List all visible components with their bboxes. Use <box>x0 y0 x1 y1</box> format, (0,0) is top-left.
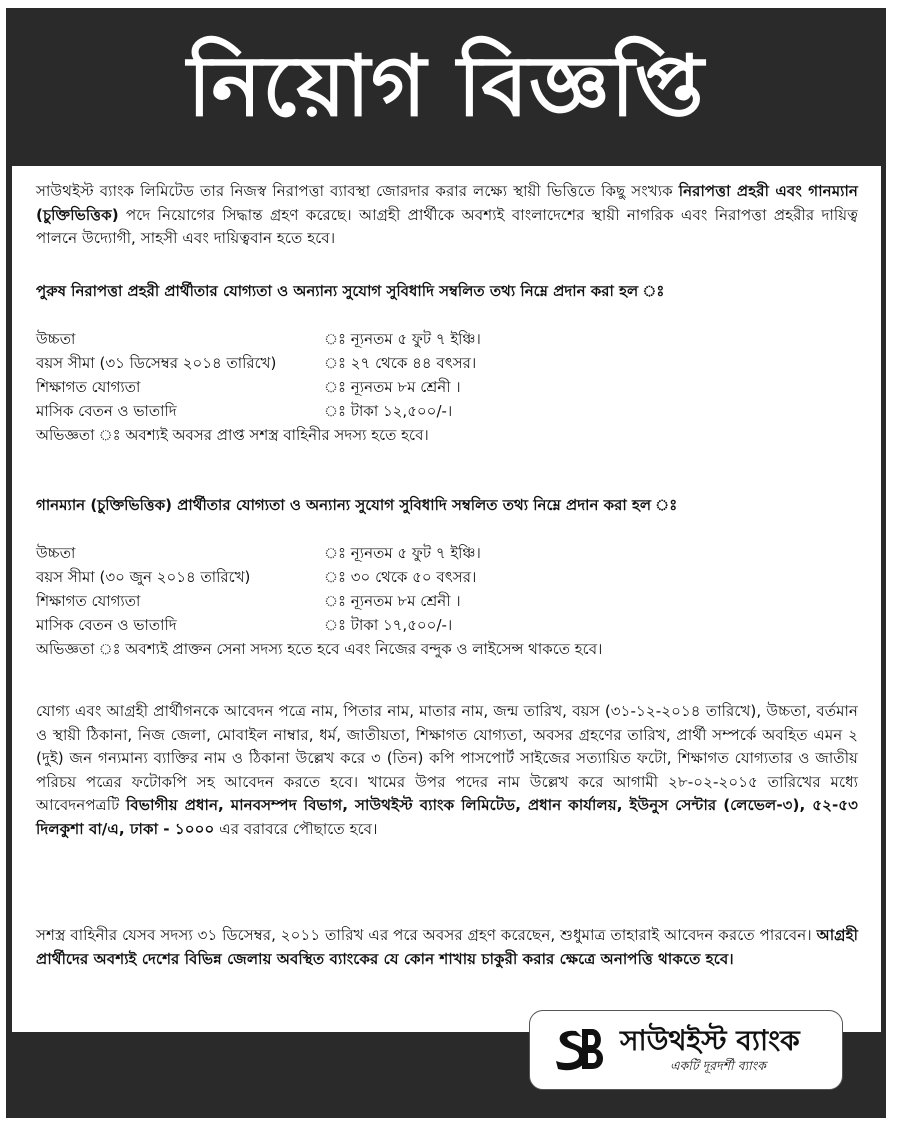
guard-row-education <box>36 376 836 398</box>
row-label: উচ্চতা <box>36 544 76 562</box>
gunman-row-age <box>36 566 836 588</box>
gunman-section-heading: গানম্যান (চুক্তিভিত্তিক) প্রার্থীতার যোগ্যতা ও অন্যান্য সুযোগ সুবিধাদি সম্বলিত তথ্য নিম্নে প্রদান করা হল ঃ <box>36 496 678 514</box>
application-text-2: এর বরাবরে পৌছাতে হবে। <box>214 819 378 838</box>
intro-text-2: পদে নিয়োগের সিদ্ধান্ত গ্রহণ করেছে। আগ্রহী প্রার্থীকে অবশ্যই বাংলাদেশের স্থায়ী নাগরিক এবং নিরাপত্তা প্রহরীর দায়িত্ব পালনে উদ্যোগী, সাহসী এবং দায়িত্ববান হতে হবে। <box>36 205 858 248</box>
row-label: বয়স সীমা (৩০ জুন ২০১৪ তারিখে) <box>36 568 251 586</box>
notice-title: নিয়োগ বিজ্ঞপ্তি <box>187 36 705 135</box>
row-value: ঃ ন্যূনতম ৫ ফুট ৭ ইঞ্চি। <box>324 330 481 348</box>
bank-logo-tagline: একটি দূরদর্শী ব্যাংক <box>670 1058 766 1073</box>
guard-row-salary <box>36 400 836 422</box>
gunman-row-salary <box>36 614 836 636</box>
guard-experience: অভিজ্ঞতা ঃ অবশ্যই অবসর প্রাপ্ত সশস্ত্র বাহিনীর সদস্য হতে হবে। <box>36 426 429 444</box>
intro-paragraph <box>36 180 858 251</box>
application-text-1: যোগ্য এবং আগ্রহী প্রার্থীগনকে আবেদন পত্রে নাম, পিতার নাম, মাতার নাম, জন্ম তারিখ, বয়স (৩১-১২-২০১৪ তারিখে), উচ্চতা, বর্তমান ও স্থায়ী ঠিকানা, নিজ জেলা, মোবাইল নাম্বার, ধর্ম, জাতীয়তা, শিক্ষাগত যোগ্যতা, অবসর গ্রহণের তারিখ, প্রার্থী সম্পর্কে অবহিত এমন ২ (দুই) জন গন্যমান্য ব্যাক্তির নাম ও ঠিকানা উল্লেখ করে ৩ (তিন) কপি পাসপোর্ট সাইজের সত্যায়িত ফটো, শিক্ষাগত যোগ্যতার ও জাতীয় পরিচয় পত্রের ফটোকপি সহ আবেদন করতে হবে। খামের উপর পদের নাম উল্লেখ করে আগামী ২৮-০২-২০১৫ তারিখের মধ্যে আবেদনপত্রটি <box>36 702 858 815</box>
row-value: ঃ টাকা ১২,৫০০/-। <box>324 402 453 420</box>
row-label: মাসিক বেতন ও ভাতাদি <box>36 616 177 634</box>
bank-logo-name: সাউথইস্ট ব্যাংক <box>620 1024 800 1057</box>
note-text-bold: আগ্রহী প্রার্থীদের অবশ্যই দেশের বিভিন্ন জেলায় অবস্থিত ব্যাংকের যে কোন শাখায় চাকুরী করার ক্ষেত্রে অনাপত্তি থাকতে হবে। <box>36 926 858 968</box>
notice-header <box>6 8 886 163</box>
notice-body <box>12 166 881 1032</box>
guard-section-heading: পুরুষ নিরাপত্তা প্রহরী প্রার্থীতার যোগ্যতা ও অন্যান্য সুযোগ সুবিধাদি সম্বলিত তথ্য নিম্নে প্রদান করা হল ঃ <box>36 282 665 300</box>
guard-row-height <box>36 328 836 350</box>
row-value: ঃ ২৭ থেকে ৪৪ বৎসর। <box>324 354 477 372</box>
gunman-experience: অভিজ্ঞতা ঃ অবশ্যই প্রাক্তন সেনা সদস্য হতে হবে এবং নিজের বন্দুক ও লাইসেন্স থাকতে হবে। <box>36 640 603 658</box>
application-address: বিভাগীয় প্রধান, মানবসম্পদ বিভাগ, সাউথইস্ট ব্যাংক লিমিটেড, প্রধান কার্যালয়, ইউনুস সেন্টার (লেভেল-৩), ৫২-৫৩ দিলকুশা বা/এ, ঢাকা - ১০০০ <box>36 796 858 838</box>
guard-row-age <box>36 352 836 374</box>
row-value: ঃ ন্যূনতম ৮ম শ্রেনী । <box>324 592 461 610</box>
note-text-1: সশস্ত্র বাহিনীর যেসব সদস্য ৩১ ডিসেম্বর, ২০১১ তারিখ এর পরে অবসর গ্রহণ করেছেন, শুধুমাত্র তাহারাই আবেদন করতে পারবেন। <box>36 926 817 944</box>
row-value: ঃ ন্যূনতম ৮ম শ্রেনী । <box>324 378 461 396</box>
southeast-bank-logo-icon <box>552 1025 606 1073</box>
row-value: ঃ টাকা ১৭,৫০০/-। <box>324 616 453 634</box>
row-label: বয়স সীমা (৩১ ডিসেম্বর ২০১৪ তারিখে) <box>36 354 277 372</box>
intro-positions: নিরাপত্তা প্রহরী এবং গানম্যান (চুক্তিভিত্তিক) <box>36 182 858 224</box>
notice-frame <box>6 8 886 1118</box>
gunman-row-height <box>36 542 836 564</box>
row-label: শিক্ষাগত যোগ্যতা <box>36 378 141 396</box>
intro-text-1: সাউথইস্ট ব্যাংক লিমিটেড তার নিজস্ব নিরাপত্তা ব্যাবস্থা জোরদার করার লক্ষ্যে স্থায়ী ভিত্তিতে কিছু সংখ্যক <box>36 182 679 200</box>
row-label: উচ্চতা <box>36 330 76 348</box>
row-label: শিক্ষাগত যোগ্যতা <box>36 592 141 610</box>
bank-logo-box <box>529 1010 843 1090</box>
row-value: ঃ ৩০ থেকে ৫০ বৎসর। <box>324 568 477 586</box>
gunman-row-education <box>36 590 836 612</box>
note-paragraph <box>36 924 858 971</box>
row-value: ঃ ন্যূনতম ৫ ফুট ৭ ইঞ্চি। <box>324 544 481 562</box>
application-paragraph <box>36 700 858 842</box>
row-label: মাসিক বেতন ও ভাতাদি <box>36 402 177 420</box>
